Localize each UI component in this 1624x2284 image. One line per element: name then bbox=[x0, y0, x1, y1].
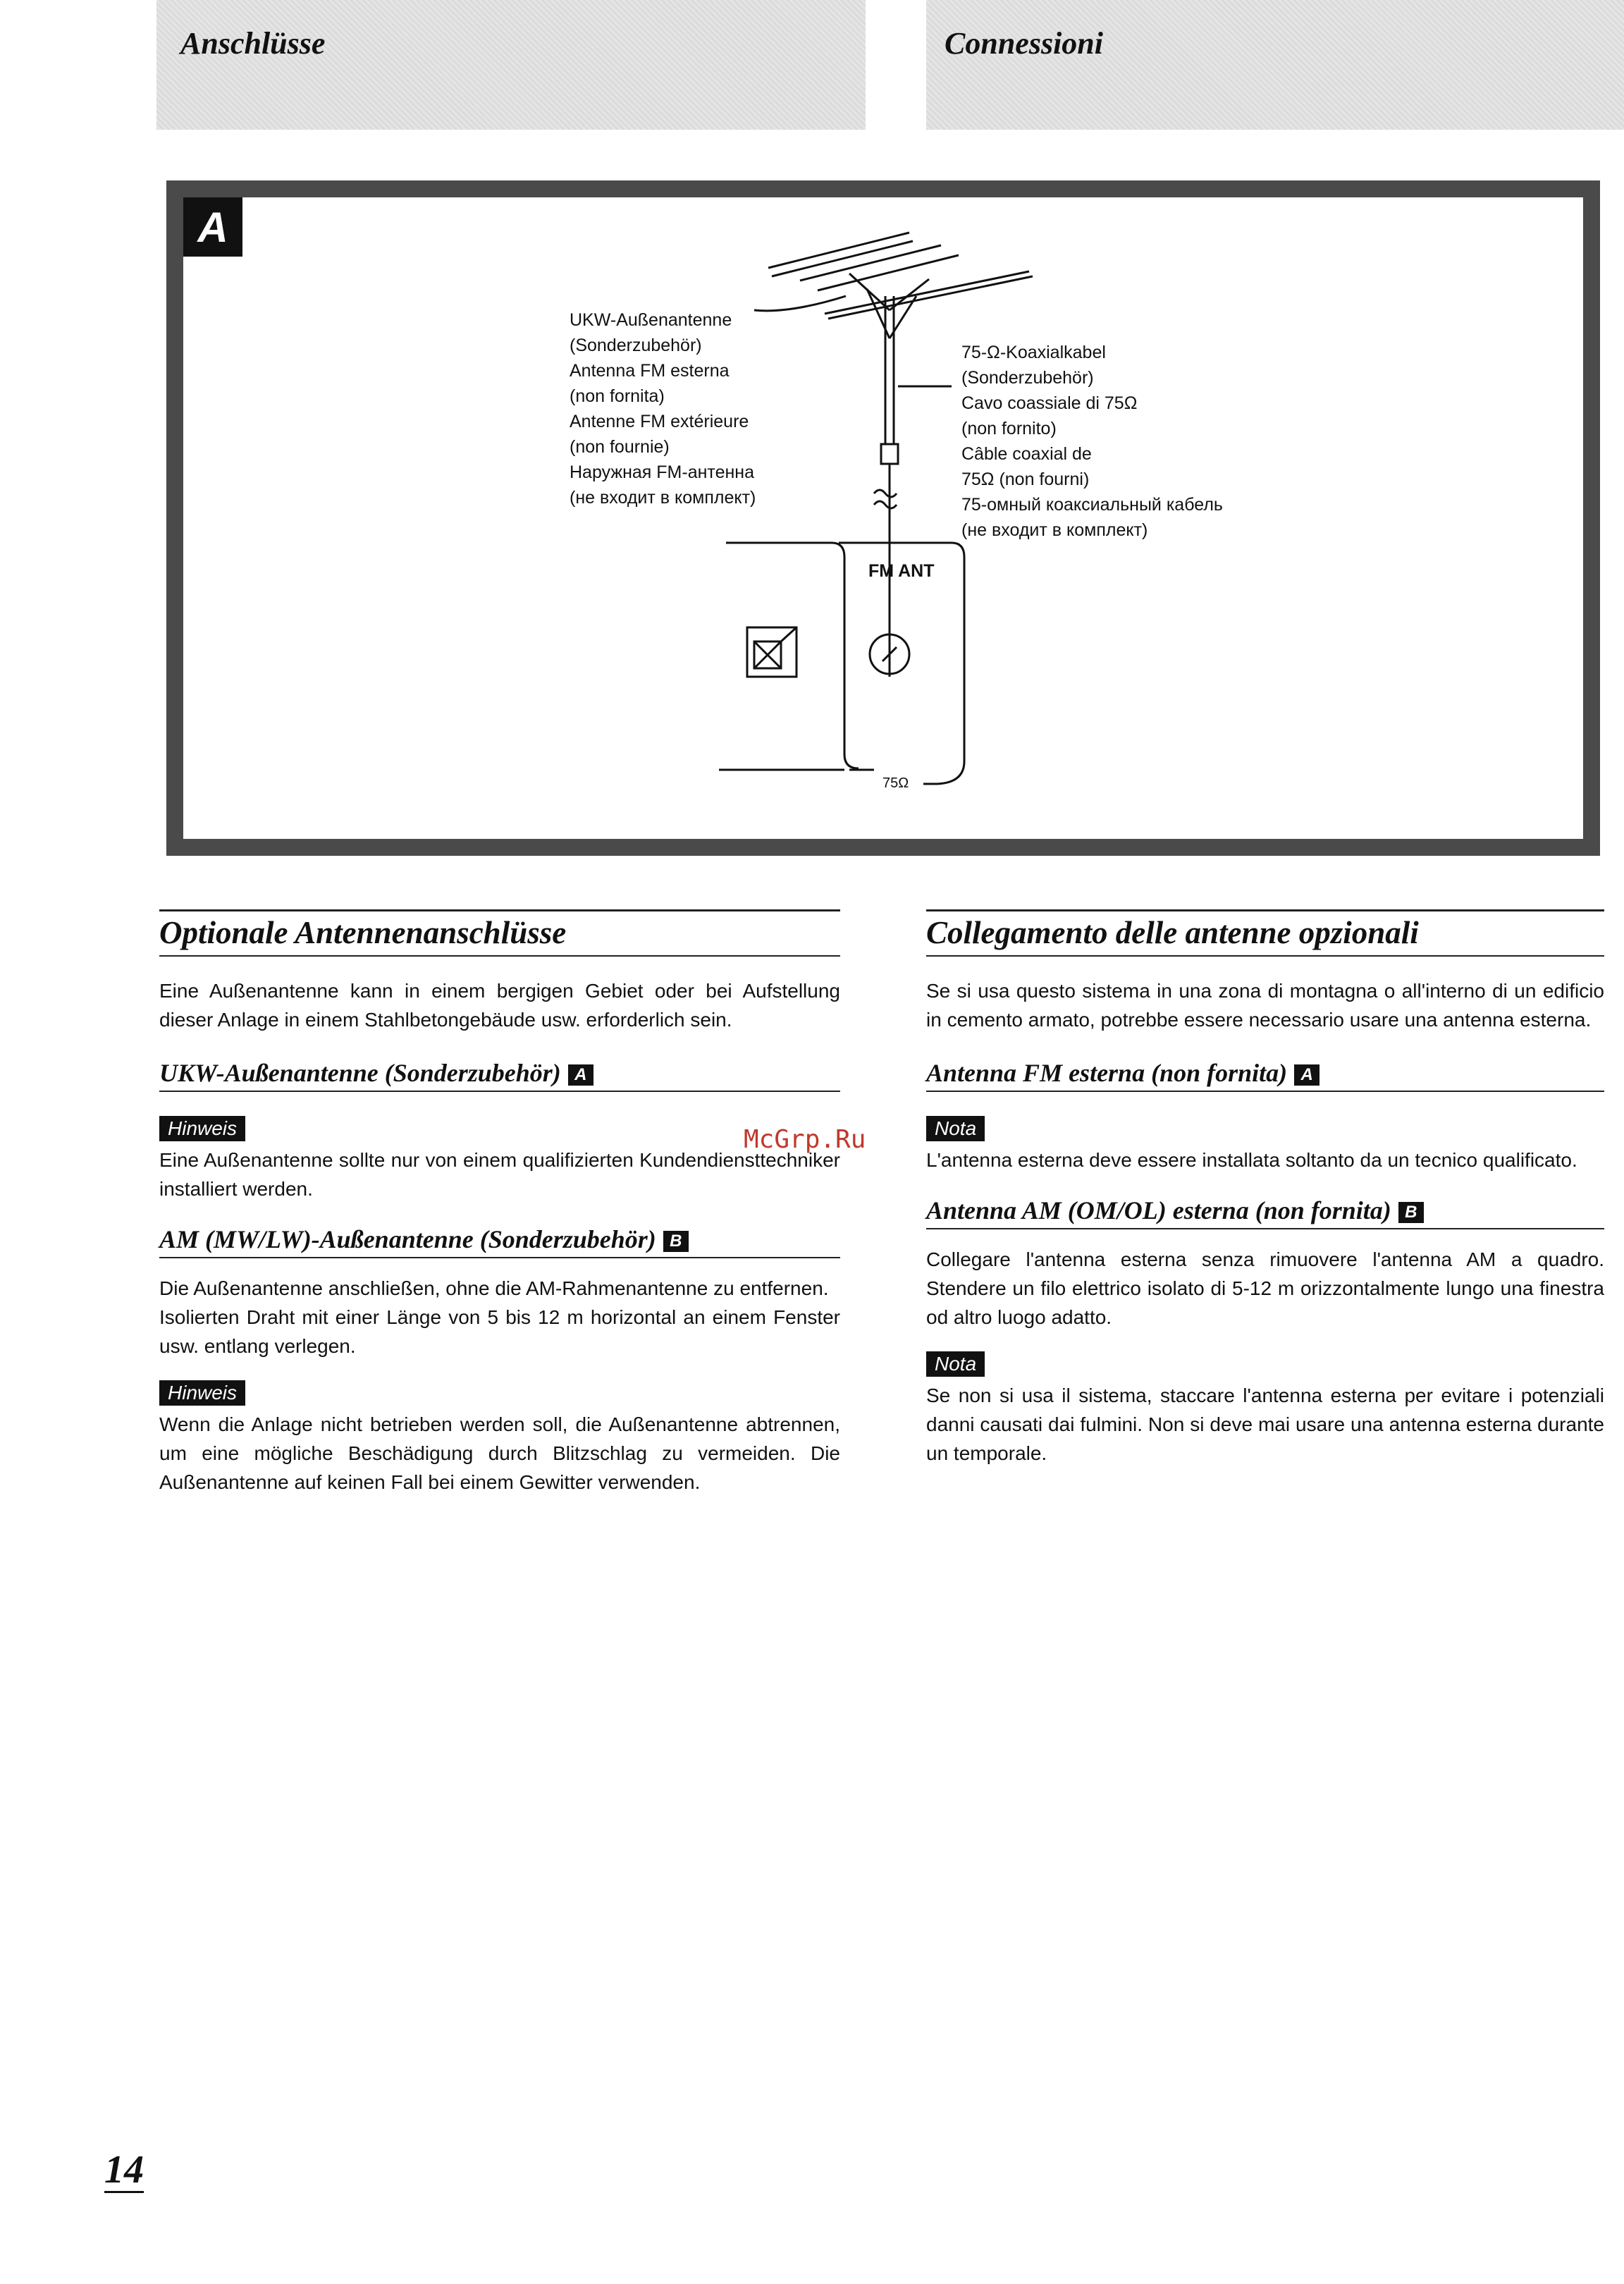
right-note1-tag: Nota bbox=[926, 1116, 985, 1141]
left-fm-heading bbox=[159, 1058, 840, 1092]
left-am-p2: Isolierten Draht mit einer Länge von 5 bis 12 m horizontal an einem Fenster usw. entlang verlegen. bbox=[159, 1306, 840, 1357]
right-fm-heading bbox=[926, 1058, 1604, 1092]
outdoor-antenna-label: UKW-Außenantenne (Sonderzubehör) Antenna FM esterna (non fornita) Antenne FM extérieure (non fournie) Наружная FM-антенна (не входит в комплект) bbox=[570, 310, 756, 508]
left-note2-tag: Hinweis bbox=[159, 1380, 245, 1406]
left-am-p1: Die Außenantenne anschließen, ohne die AM-Rahmenantenne zu entfernen. bbox=[159, 1277, 829, 1299]
right-am-heading bbox=[926, 1196, 1604, 1229]
right-fm-heading-text: Antenna FM esterna (non fornita) bbox=[926, 1059, 1288, 1087]
left-note1: Eine Außenantenne sollte nur von einem qualifizierten Kundendiensttechniker installiert werden. bbox=[159, 1149, 840, 1200]
page-number: 14 bbox=[104, 2148, 144, 2192]
coax-cable-label: 75-Ω-Koaxialkabel (Sonderzubehör) Cavo coassiale di 75Ω (non fornito) Câble coaxial de 75Ω (non fourni) 75-омный коаксиальный кабель (не входит в комплект) bbox=[961, 343, 1223, 540]
left-intro: Eine Außenantenne kann in einem bergigen Gebiet oder bei Aufstellung dieser Anlage in einem Stahlbetongebäude usw. erforderlich sein. bbox=[159, 980, 840, 1031]
left-fm-heading-text: UKW-Außenantenne (Sonderzubehör) bbox=[159, 1059, 561, 1087]
right-note2: Se non si usa il sistema, staccare l'antenna esterna per evitare i potenziali danni causati dai fulmini. Non si deve mai usare una antenna esterna durante un temporale. bbox=[926, 1384, 1604, 1464]
fm-ant-terminal-label: FM ANT bbox=[868, 561, 935, 581]
left-am-heading bbox=[159, 1224, 840, 1258]
ohm-label: 75Ω bbox=[882, 775, 909, 791]
right-heading: Collegamento delle antenne opzionali bbox=[926, 909, 1604, 957]
right-intro: Se si usa questo sistema in una zona di montagna o all'interno di un edificio in cemento armato, potrebbe essere necessario usare una antenna esterna. bbox=[926, 980, 1604, 1031]
left-heading: Optionale Antennenanschlüsse bbox=[159, 909, 840, 957]
watermark: McGrp.Ru bbox=[744, 1125, 866, 1154]
figure-tag: A bbox=[183, 197, 242, 257]
right-note1: L'antenna esterna deve essere installata soltanto da un tecnico qualificato. bbox=[926, 1149, 1577, 1171]
right-fm-badge: A bbox=[1294, 1064, 1320, 1086]
right-am-heading-text: Antenna AM (OM/OL) esterna (non fornita) bbox=[926, 1196, 1391, 1224]
left-am-heading-text: AM (MW/LW)-Außenantenne (Sonderzubehör) bbox=[159, 1225, 656, 1253]
right-am-badge: B bbox=[1398, 1202, 1424, 1223]
left-note2: Wenn die Anlage nicht betrieben werden soll, die Außenantenne abtrennen, um eine mögliche Beschädigung durch Blitzschlag zu vermeiden. Die Außenantenne auf keinen Fall bei einem Gewitter verwenden. bbox=[159, 1413, 840, 1493]
right-column bbox=[926, 909, 1604, 1468]
left-note1-tag: Hinweis bbox=[159, 1116, 245, 1141]
left-column bbox=[159, 909, 840, 1497]
left-fm-badge: A bbox=[568, 1064, 593, 1086]
right-note2-tag: Nota bbox=[926, 1351, 985, 1377]
right-am-p1: Collegare l'antenna esterna senza rimuovere l'antenna AM a quadro. Stendere un filo elettrico isolato di 5-12 m orizzontalmente lungo una finestra od altro luogo adatto. bbox=[926, 1248, 1604, 1328]
section-title-left: Anschlüsse bbox=[180, 26, 326, 61]
left-am-badge: B bbox=[663, 1231, 689, 1252]
antenna-diagram bbox=[0, 0, 1624, 860]
section-title-right: Connessioni bbox=[945, 26, 1103, 61]
